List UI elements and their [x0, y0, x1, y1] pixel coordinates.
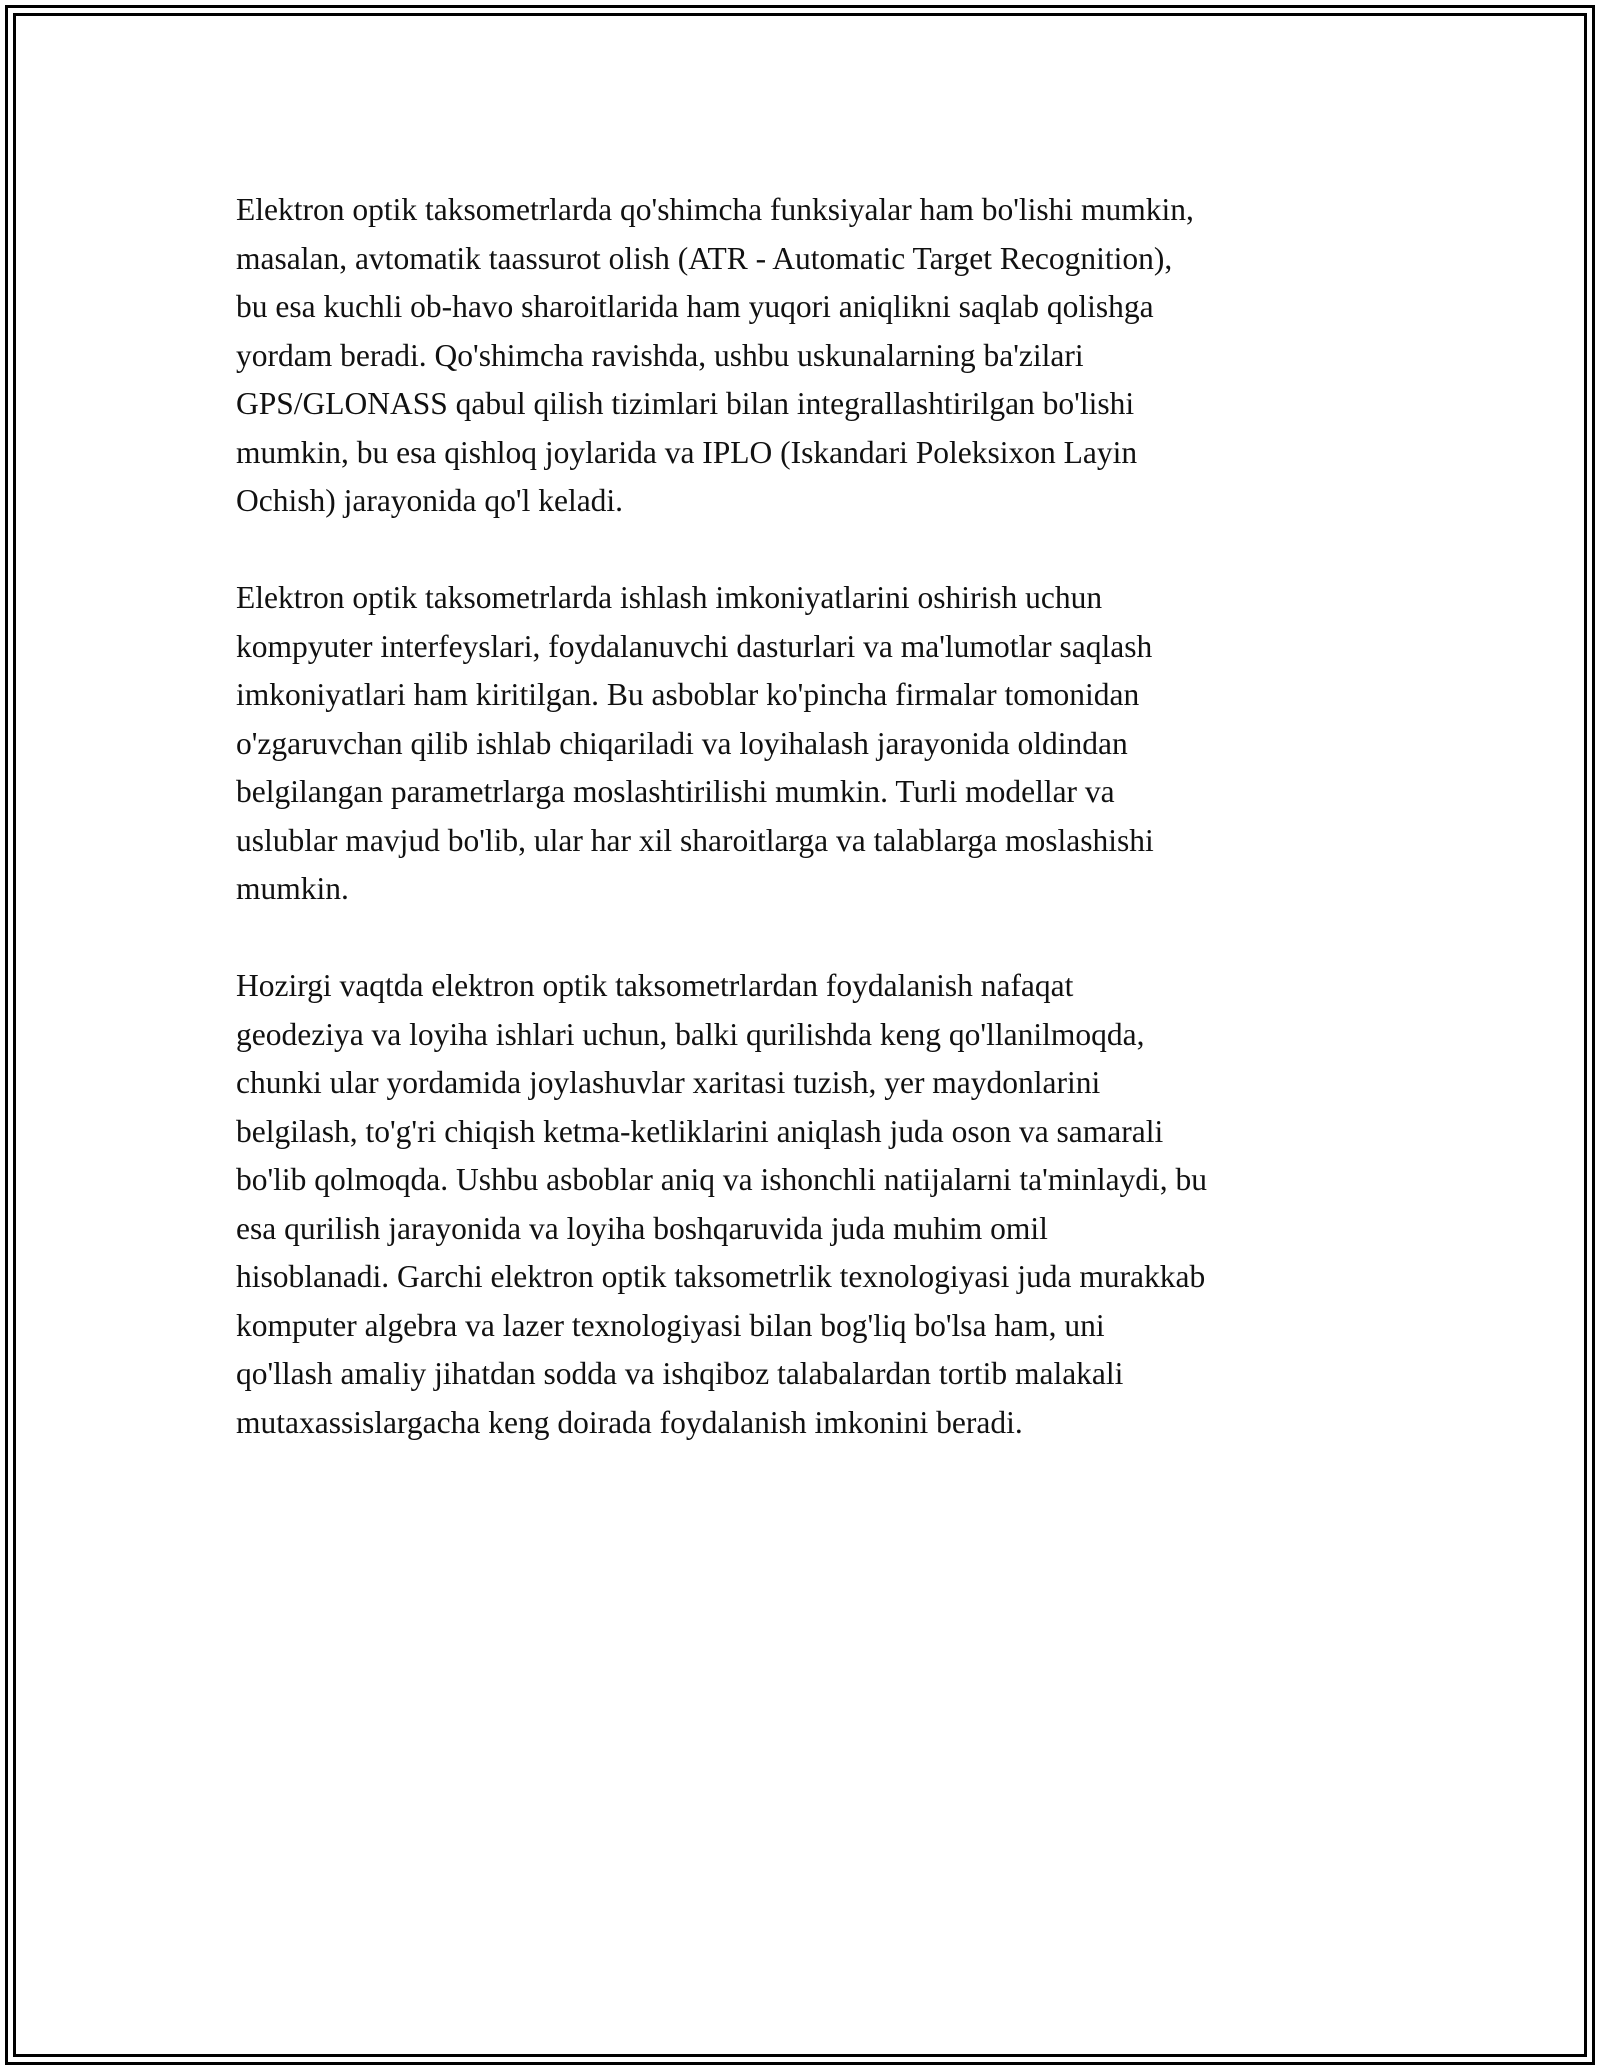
text-line: yordam beradi. Qo'shimcha ravishda, ushbu uskunalarning ba'zilari — [236, 337, 1084, 373]
text-line: belgilangan parametrlarga moslashtirilishi mumkin. Turli modellar va — [236, 774, 1115, 809]
text-line: Hozirgi vaqtda elektron optik taksometrlardan foydalanish nafaqat — [236, 968, 1074, 1003]
text-line: esa qurilish jarayonida va loyiha boshqaruvida juda muhim omil — [236, 1210, 1048, 1246]
text-line: Ochish) jarayonida qo'l keladi. — [236, 483, 624, 518]
text-line: imkoniyatlari ham kiritilgan. Bu asboblar ko'pincha firmalar tomonidan — [236, 677, 1140, 712]
paragraph-2 — [236, 574, 1376, 914]
text-line: o'zgaruvchan qilib ishlab chiqariladi va loyihalash jarayonida oldindan — [236, 725, 1128, 761]
text-line: kompyuter interfeyslari, foydalanuvchi dasturlari va ma'lumotlar saqlash — [236, 628, 1153, 664]
text-line: komputer algebra va lazer texnologiyasi bilan bog'liq bo'lsa ham, uni — [236, 1307, 1105, 1343]
text-line: Elektron optik taksometrlarda ishlash imkoniyatlarini oshirish uchun — [236, 580, 1103, 615]
text-line: Elektron optik taksometrlarda qo'shimcha funksiyalar ham bo'lishi mumkin, — [236, 192, 1194, 227]
text-line: bu esa kuchli ob-havo sharoitlarida ham yuqori aniqlikni saqlab qolishga — [236, 289, 1154, 324]
text-line: uslublar mavjud bo'lib, ular har xil sharoitlarga va talablarga moslashishi — [236, 822, 1154, 858]
text-line: qo'llash amaliy jihatdan sodda va ishqiboz talabalardan tortib malakali — [236, 1356, 1124, 1391]
text-line: masalan, avtomatik taassurot olish (ATR - Automatic Target Recognition), — [236, 240, 1173, 276]
text-line: chunki ular yordamida joylashuvlar xaritasi tuzish, yer maydonlarini — [236, 1065, 1101, 1100]
text-line: hisoblanadi. Garchi elektron optik taksometrlik texnologiyasi juda murakkab — [236, 1259, 1206, 1294]
paragraph-1 — [236, 186, 1376, 526]
document-body — [236, 186, 1376, 1496]
text-line: geodeziya va loyiha ishlari uchun, balki qurilishda keng qo'llanilmoqda, — [236, 1016, 1145, 1052]
text-line: mutaxassislargacha keng doirada foydalanish imkonini beradi. — [236, 1404, 1023, 1440]
text-line: GPS/GLONASS qabul qilish tizimlari bilan integrallashtirilgan bo'lishi — [236, 386, 1135, 421]
text-line: bo'lib qolmoqda. Ushbu asboblar aniq va ishonchli natijalarni ta'minlaydi, bu — [236, 1162, 1208, 1197]
text-line: mumkin, bu esa qishloq joylarida va IPLO (Iskandari Poleksixon Layin — [236, 434, 1138, 470]
paragraph-3 — [236, 962, 1376, 1447]
text-line: mumkin. — [236, 871, 349, 906]
text-line: belgilash, to'g'ri chiqish ketma-ketliklarini aniqlash juda oson va samarali — [236, 1113, 1164, 1149]
